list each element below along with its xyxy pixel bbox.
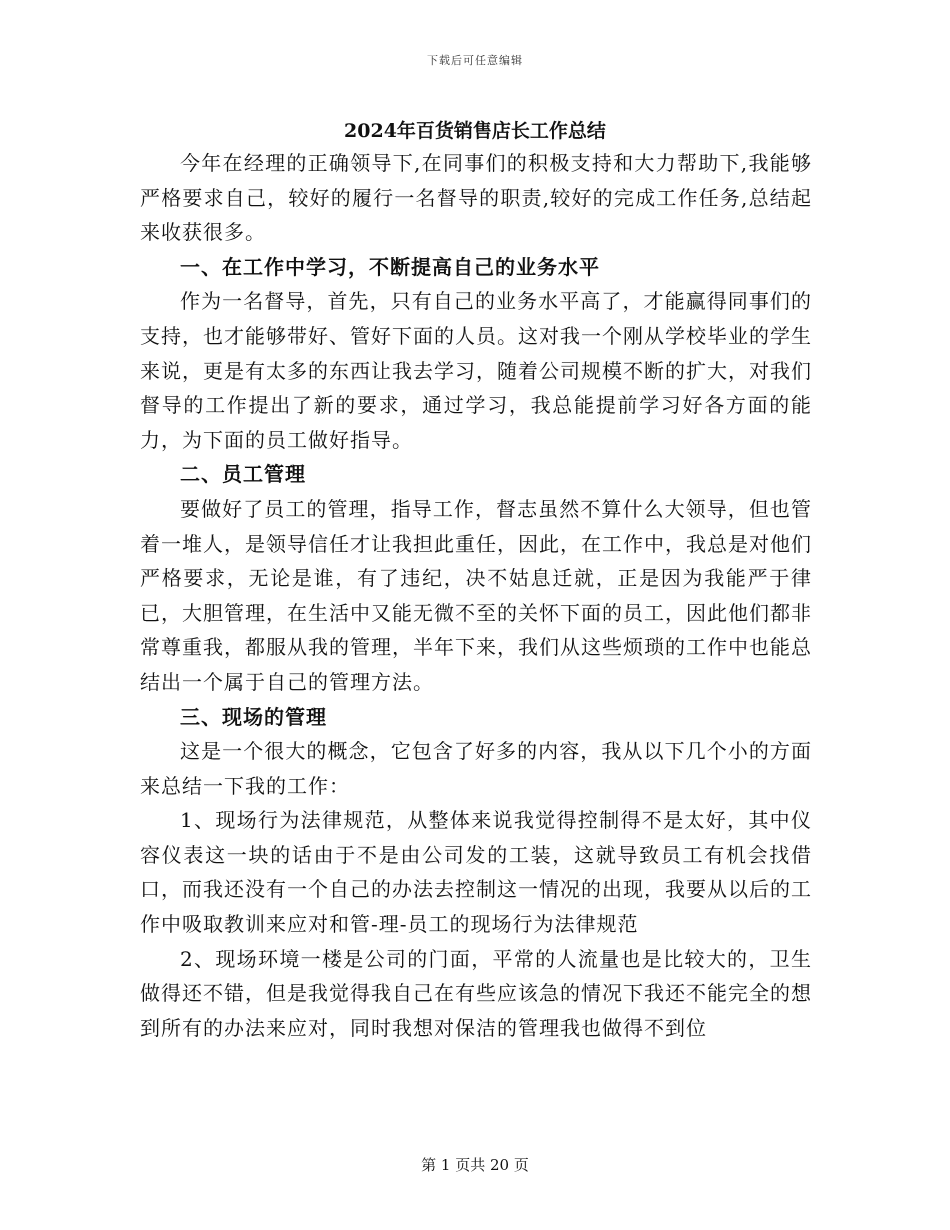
paragraph-intro: 今年在经理的正确领导下,在同事们的积极支持和大力帮助下,我能够严格要求自己，较好的履行一名督导的职责,较好的完成工作任务,总结起来收获很多。	[140, 151, 812, 245]
document-body	[140, 146, 812, 1045]
paragraph-item-2: 2、现场环境一楼是公司的门面，平常的人流量也是比较大的，卫生做得还不错，但是我觉得我自己在有些应该急的情况下我还不能完全的想到所有的办法来应对，同时我想对保洁的管理我也做得不到位	[140, 946, 812, 1040]
page-header: 下载后可任意编辑	[427, 54, 523, 67]
section-heading-2: 二、员工管理	[180, 462, 306, 487]
page-footer: 第 1 页共 20 页	[421, 1156, 529, 1174]
document-title: 2024年百货销售店长工作总结	[344, 120, 606, 142]
paragraph-section-3: 这是一个很大的概念，它包含了好多的内容，我从以下几个小的方面来总结一下我的工作：	[140, 739, 812, 798]
section-heading-1: 一、在工作中学习，不断提高自己的业务水平	[180, 254, 600, 279]
paragraph-section-1: 作为一名督导，首先，只有自己的业务水平高了，才能赢得同事们的支持，也才能够带好、管好下面的人员。这对我一个刚从学校毕业的学生来说，更是有太多的东西让我去学习，随着公司规模不断的扩大，对我们督导的工作提出了新的要求，通过学习，我总能提前学习好各方面的能力，为下面的员工做好指导。	[140, 289, 812, 452]
paragraph-item-1: 1、现场行为法律规范，从整体来说我觉得控制得不是太好，其中仪容仪表这一块的话由于不是由公司发的工装，这就导致员工有机会找借口，而我还没有一个自己的办法去控制这一情况的出现，我要从以后的工作中吸取教训来应对和管-理-员工的现场行为法律规范	[140, 808, 812, 937]
section-heading-3: 三、现场的管理	[180, 704, 327, 729]
paragraph-section-2: 要做好了员工的管理，指导工作，督志虽然不算什么大领导，但也管着一堆人，是领导信任才让我担此重任，因此，在工作中，我总是对他们严格要求，无论是谁，有了违纪，决不姑息迁就，正是因为我能严于律已，大胆管理，在生活中又能无微不至的关怀下面的员工，因此他们都非常尊重我，都服从我的管理，半年下来，我们从这些烦琐的工作中也能总结出一个属于自己的管理方法。	[140, 496, 812, 694]
